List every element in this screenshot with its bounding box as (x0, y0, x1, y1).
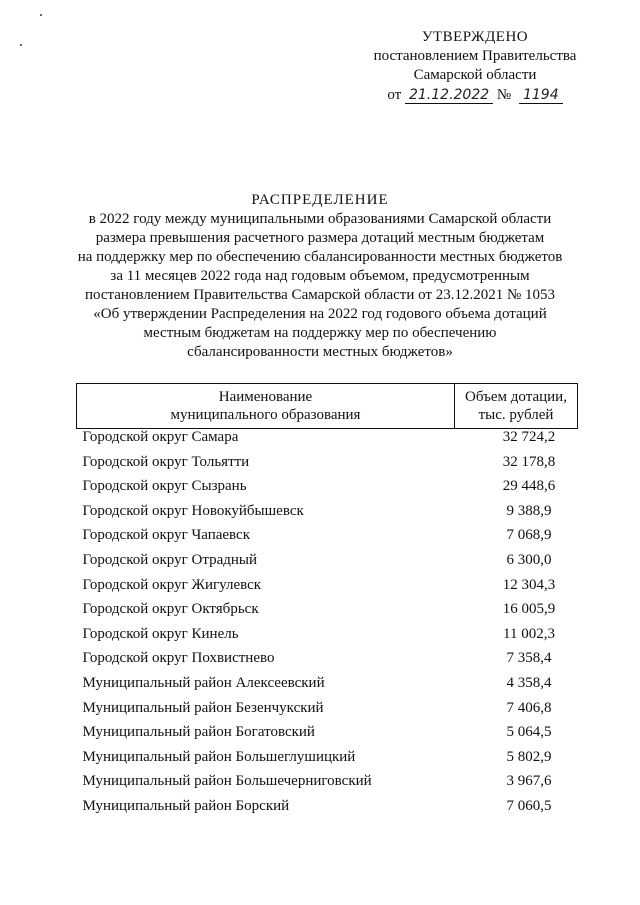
municipality-name: Муниципальный район Безенчукский (82, 699, 324, 716)
table-row (77, 503, 578, 528)
approval-title: УТВЕРЖДЕНО (421, 29, 529, 45)
subsidy-amount: 7 060,5 (506, 797, 552, 814)
table-row (77, 675, 578, 700)
table-row (77, 527, 578, 552)
subsidy-amount: 5 064,5 (506, 724, 552, 741)
municipality-name: Муниципальный район Большечерниговский (82, 773, 372, 790)
subsidy-amount: 16 005,9 (502, 601, 556, 618)
subsidy-amount: 6 300,0 (506, 551, 552, 568)
municipality-name: Городской округ Жигулевск (82, 576, 262, 593)
subsidy-amount: 11 002,3 (503, 625, 555, 642)
subsidy-amount: 29 448,6 (502, 478, 556, 495)
scan-speck (40, 14, 42, 16)
municipality-name: Муниципальный район Богатовский (82, 724, 315, 741)
municipality-name: Муниципальный район Алексеевский (82, 674, 325, 691)
table-row (77, 601, 578, 626)
municipality-name: Городской округ Сызрань (82, 478, 247, 495)
subsidy-amount: 32 178,8 (502, 453, 556, 470)
number-prefix: № (496, 87, 512, 103)
heading-line: в 2022 году между муниципальными образованиями Самарской области (88, 211, 552, 227)
heading-title: РАСПРЕДЕЛЕНИЕ (251, 192, 389, 208)
municipality-name: Городской округ Кинель (82, 625, 239, 642)
heading-line: «Об утверждении Распределения на 2022 год годового объема дотаций (93, 306, 547, 322)
header-text: Наименование (218, 389, 313, 405)
municipality-name: Муниципальный район Большеглушицкий (82, 748, 356, 765)
subsidy-amount: 3 967,6 (506, 773, 552, 790)
approval-line-2: Самарской области (413, 67, 537, 83)
header-text: тыс. рублей (478, 407, 554, 423)
table-row (77, 577, 578, 602)
municipality-name: Муниципальный район Борский (82, 797, 290, 814)
heading-line: местным бюджетам на поддержку мер по обеспечению (143, 325, 497, 341)
subsidy-amount: 7 068,9 (506, 527, 552, 544)
document-heading (60, 191, 580, 362)
heading-line: на поддержку мер по обеспечению сбалансированности местных бюджетов (77, 249, 563, 265)
table-row (77, 454, 578, 479)
municipality-name: Городской округ Тольятти (82, 453, 250, 470)
distribution-table (76, 383, 578, 823)
date-prefix: от (387, 87, 402, 103)
table-row (77, 773, 578, 798)
subsidy-amount: 32 724,2 (502, 429, 556, 445)
subsidy-amount: 9 388,9 (506, 502, 552, 519)
subsidy-amount: 12 304,3 (502, 576, 556, 593)
table-row (77, 429, 578, 454)
subsidy-amount: 4 358,4 (506, 674, 552, 691)
approval-line-1: постановлением Правительства (373, 48, 577, 64)
table-row (77, 749, 578, 774)
column-header-name (77, 384, 455, 429)
subsidy-amount: 5 802,9 (506, 748, 552, 765)
header-text: муниципального образования (170, 407, 361, 423)
table-header-row (77, 384, 578, 429)
municipality-name: Городской округ Октябрьск (82, 601, 259, 618)
scan-speck (20, 44, 22, 46)
subsidy-amount: 7 358,4 (506, 650, 552, 667)
municipality-name: Городской округ Отрадный (82, 551, 257, 568)
municipality-name: Городской округ Похвистнево (82, 650, 275, 667)
municipality-name: Городской округ Новокуйбышевск (82, 502, 304, 519)
approval-date-line (330, 86, 620, 105)
municipality-name: Городской округ Чапаевск (82, 527, 250, 544)
header-text: Объем дотации, (465, 389, 567, 405)
column-header-value (455, 384, 578, 429)
table-row (77, 798, 578, 823)
table-row (77, 478, 578, 503)
table-row (77, 724, 578, 749)
table-row (77, 552, 578, 577)
table-row (77, 650, 578, 675)
subsidy-amount: 7 406,8 (506, 699, 552, 716)
heading-line: сбалансированности местных бюджетов» (187, 344, 453, 360)
handwritten-number: 1194 (519, 87, 563, 104)
handwritten-date: 21.12.2022 (405, 87, 493, 104)
municipality-name: Городской округ Самара (82, 429, 239, 445)
approval-stamp (330, 28, 620, 105)
heading-line: за 11 месяцев 2022 года над годовым объемом, предусмотренным (110, 268, 530, 284)
heading-line: постановлением Правительства Самарской области от 23.12.2021 № 1053 (84, 287, 556, 303)
table-row (77, 626, 578, 651)
table-row (77, 700, 578, 725)
heading-line: размера превышения расчетного размера дотаций местным бюджетам (95, 230, 545, 246)
